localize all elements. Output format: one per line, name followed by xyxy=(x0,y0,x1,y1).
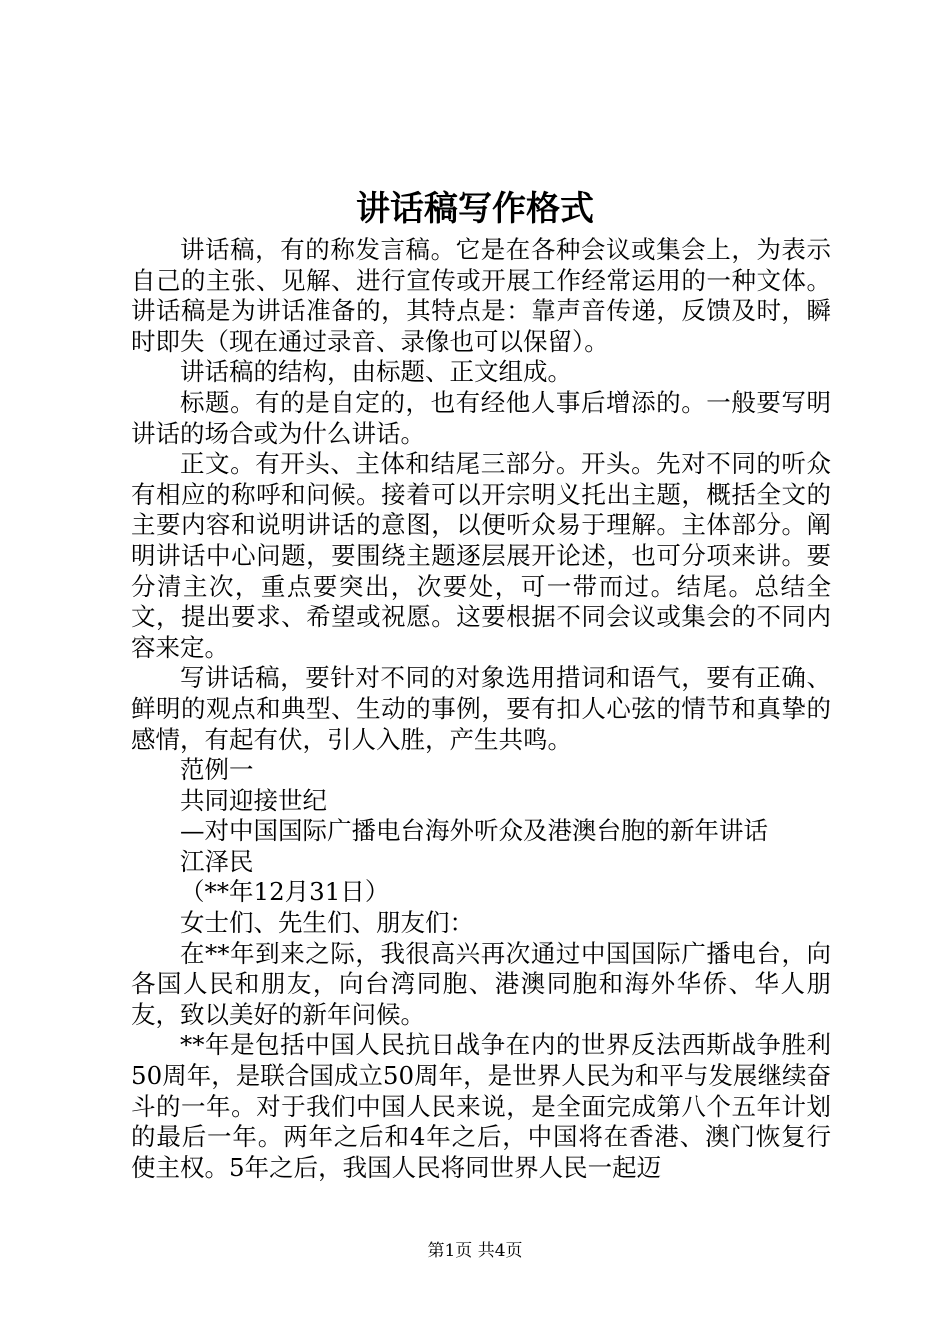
page-footer: 第1页 共4页 xyxy=(427,1241,523,1261)
example-author: 江泽民 xyxy=(180,846,254,876)
paragraph-heading: 标题。有的是自定的，也有经他人事后增添的。一般要写明讲话的场合或为什么讲话。 xyxy=(131,387,831,448)
document-body xyxy=(131,235,831,1183)
example-salutation: 女士们、先生们、朋友们： xyxy=(180,908,474,938)
document-title: 讲话稿写作格式 xyxy=(356,189,594,229)
example-label: 范例一 xyxy=(180,755,254,785)
paragraph-intro: 讲话稿，有的称发言稿。它是在各种会议或集会上，为表示自己的主张、见解、进行宣传或开展工作经常运用的一种文体。讲话稿是为讲话准备的，其特点是：靠声音传递，反馈及时，瞬时即失（现在通过录音、录像也可以保留）。 xyxy=(131,235,831,356)
example-title: 共同迎接世纪 xyxy=(180,785,327,815)
example-paragraph-anniversary: **年是包括中国人民抗日战争在内的世界反法西斯战争胜利50周年，是联合国成立50周年，是世界人民为和平与发展继续奋斗的一年。对于我们中国人民来说，是全面完成第八个五年计划的最后一年。两年之后和4年之后，中国将在香港、澳门恢复行使主权。5年之后，我国人民将同世界人民一起迈 xyxy=(131,1030,831,1182)
paragraph-writing-tips: 写讲话稿，要针对不同的对象选用措词和语气，要有正确、鲜明的观点和典型、生动的事例，要有扣人心弦的情节和真挚的感情，有起有伏，引人入胜，产生共鸣。 xyxy=(131,663,831,754)
example-subtitle: —对中国国际广播电台海外听众及港澳台胞的新年讲话 xyxy=(180,816,768,846)
example-date: （**年12月31日） xyxy=(180,877,390,907)
paragraph-structure: 讲话稿的结构，由标题、正文组成。 xyxy=(180,357,572,387)
example-paragraph-greeting: 在**年到来之际，我很高兴再次通过中国国际广播电台，向各国人民和朋友，向台湾同胞、港澳同胞和海外华侨、华人朋友，致以美好的新年问候。 xyxy=(131,938,831,1029)
paragraph-main-text: 正文。有开头、主体和结尾三部分。开头。先对不同的听众有相应的称呼和问候。接着可以开宗明义托出主题，概括全文的主要内容和说明讲话的意图，以便听众易于理解。主体部分。阐明讲话中心问题，要围绕主题逐层展开论述，也可分项来讲。要分清主次，重点要突出，次要处，可一带而过。结尾。总结全文，提出要求、希望或祝愿。这要根据不同会议或集会的不同内容来定。 xyxy=(131,449,831,662)
